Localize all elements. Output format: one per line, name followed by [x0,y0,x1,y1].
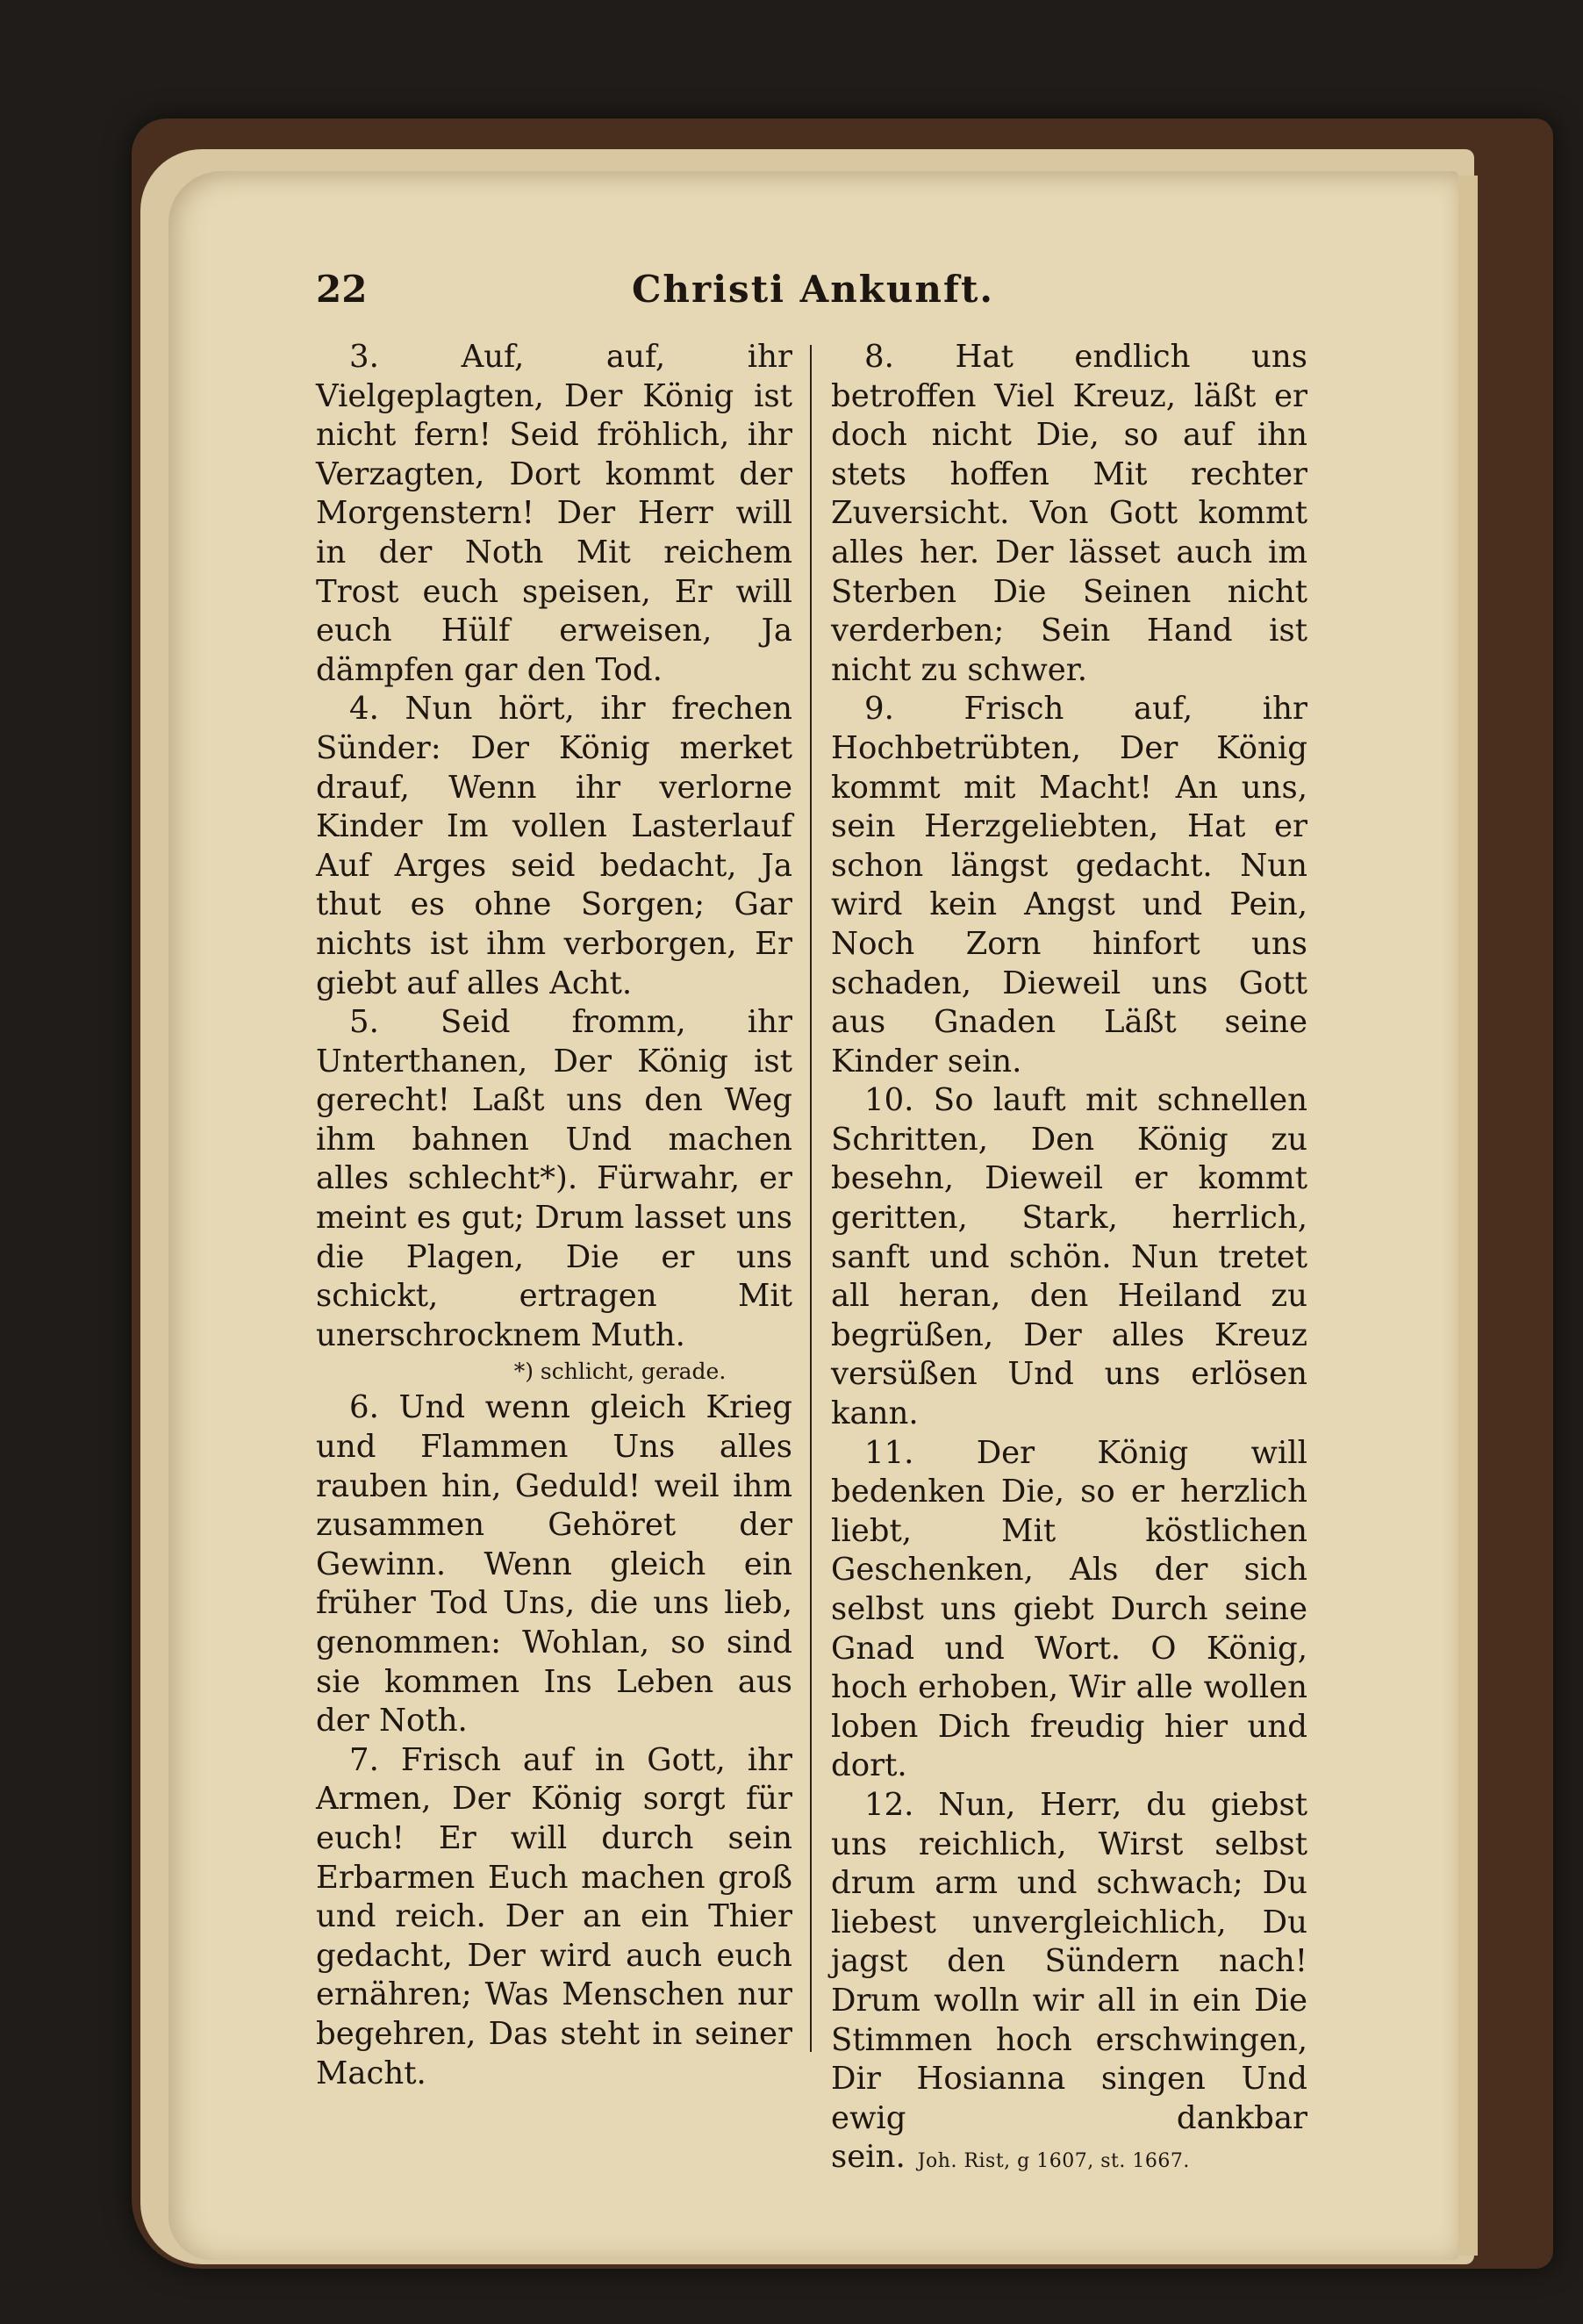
verse-12-text: 12. Nun, Herr, du giebst uns reichlich, Wirst selbst drum arm und schwach; Du liebest unvergleichlich, Du jagst den Sündern nach! Drum wolln wir all in ein Die Stimmen hoch erschwingen, Dir Hosianna singen Und ewig dankbar sein. [831,1786,1307,2176]
left-column [316,338,810,2182]
footnote: *) schlicht, gerade. [513,1359,727,1385]
verse-11: 11. Der König will bedenken Die, so er herzlich liebt, Mit köstlichen Geschenken, Als der sich selbst uns giebt Durch seine Gnad und Wort. O König, hoch erhoben, Wir alle wollen loben Dich freudig hier und dort. [831,1434,1307,1784]
facing-page-edge [1457,176,1478,2256]
page-title: Christi Ankunft. [632,268,995,311]
page-number: 22 [316,268,368,311]
verse-8: 8. Hat endlich uns betroffen Viel Kreuz, läßt er doch nicht Die, so auf ihn stets hoffen Mit rechter Zuversicht. Von Gott kommt alles her. Der lässet auch im Sterben Die Seinen nicht verderben; Sein Hand ist nicht zu schwer. [831,339,1307,688]
verse-4: 4. Nun hört, ihr frechen Sünder: Der König merket drauf, Wenn ihr verlorne Kinder Im vollen Lasterlauf Auf Arges seid bedacht, Ja thut es ohne Sorgen; Gar nichts ist ihm verborgen, Er giebt auf alles Acht. [316,691,792,1001]
author-signature: Joh. Rist, g 1607, st. 1667. [917,2150,1190,2173]
verse-10: 10. So lauft mit schnellen Schritten, Den König zu besehn, Dieweil er kommt geritten, Stark, herrlich, sanft und schön. Nun tretet all heran, den Heiland zu begrüßen, Der alles Kreuz versüßen Und uns erlösen kann. [831,1082,1307,1432]
page-header [316,268,1307,329]
verse-6: 6. Und wenn gleich Krieg und Flammen Uns alles rauben hin, Geduld! weil ihm zusammen Gehöret der Gewinn. Wenn gleich ein früher Tod Uns, die uns lieb, genommen: Wohlan, so sind sie kommen Ins Leben aus der Noth. [316,1389,792,1739]
page-content [316,268,1307,2176]
text-columns [316,338,1307,2182]
right-column [812,338,1307,2182]
verse-9: 9. Frisch auf, ihr Hochbetrübten, Der König kommt mit Macht! An uns, sein Herzgeliebten, Hat er schon längst gedacht. Nun wird kein Angst und Pein, Noch Zorn hinfort uns schaden, Dieweil uns Gott aus Gnaden Läßt seine Kinder sein. [831,691,1307,1080]
verse-3: 3. Auf, auf, ihr Vielgeplagten, Der König ist nicht fern! Seid fröhlich, ihr Verzagten, Dort kommt der Morgenstern! Der Herr will in der Noth Mit reichem Trost euch speisen, Er will euch Hülf erweisen, Ja dämpfen gar den Tod. [316,339,792,688]
verse-12 [831,1786,1307,2182]
verse-7: 7. Frisch auf in Gott, ihr Armen, Der König sorgt für euch! Er will durch sein Erbarmen Euch machen groß und reich. Der an ein Thier gedacht, Der wird auch euch ernähren; Was Menschen nur begehren, Das steht in seiner Macht. [316,1741,792,2091]
verse-5: 5. Seid fromm, ihr Unterthanen, Der König ist gerecht! Laßt uns den Weg ihm bahnen Und machen alles schlecht*). Fürwahr, er meint es gut; Drum lasset uns die Plagen, Die er uns schickt, ertragen Mit unerschrocknem Muth. [316,1004,792,1353]
